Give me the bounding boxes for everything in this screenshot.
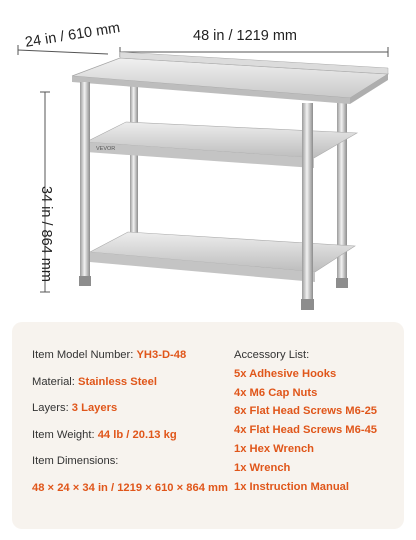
spec-label: Item Weight: [32,428,95,441]
accessory-item: 1x Instruction Manual [234,480,349,493]
spec-label: Item Dimensions: [32,455,119,467]
depth-dimension-label: 24 in / 610 mm [24,19,122,51]
foot [301,299,314,310]
back-left-leg [130,78,138,238]
brand-mark: VEVOR [96,146,116,152]
spec-card [12,322,404,529]
accessory-list-title: Accessory List: [234,349,310,361]
accessory-item: 8x Flat Head Screws M6-25 [234,405,378,418]
spec-label: Material: [32,375,75,388]
accessory-item: 4x Flat Head Screws M6-45 [234,424,378,437]
spec-label: Layers: [32,402,69,414]
spec-row-dimensions-label [32,454,228,481]
spec-value: Stainless Steel [78,375,157,388]
spec-row-dimensions-value [32,481,228,508]
foot [79,276,91,286]
accessory-item: 1x Hex Wrench [234,442,315,455]
accessory-list [234,348,377,498]
product-illustration: VEVOR 48 in / 1219 mm 24 in / 610 mm 34 in / 864 mm [0,0,416,310]
spec-value: 48 × 24 × 34 in / 1219 × 610 × 864 mm [32,481,228,494]
spec-value: 44 lb / 20.13 kg [97,428,177,441]
spec-list [32,348,228,507]
spec-row-model [32,348,228,375]
spec-row-layers [32,401,228,428]
front-left-leg [80,82,90,278]
spec-value: YH3-D-48 [136,349,187,361]
spec-row-material [32,375,228,402]
spec-value: 3 Layers [71,402,118,414]
accessory-item: 5x Adhesive Hooks [234,367,337,380]
foot [336,278,348,288]
width-dimension-label: 48 in / 1219 mm [193,28,297,44]
accessory-item: 1x Wrench [234,461,291,474]
accessory-item: 4x M6 Cap Nuts [234,386,318,399]
spec-row-weight [32,428,228,455]
spec-label: Item Model Number: [32,349,134,361]
front-right-leg [302,103,313,301]
